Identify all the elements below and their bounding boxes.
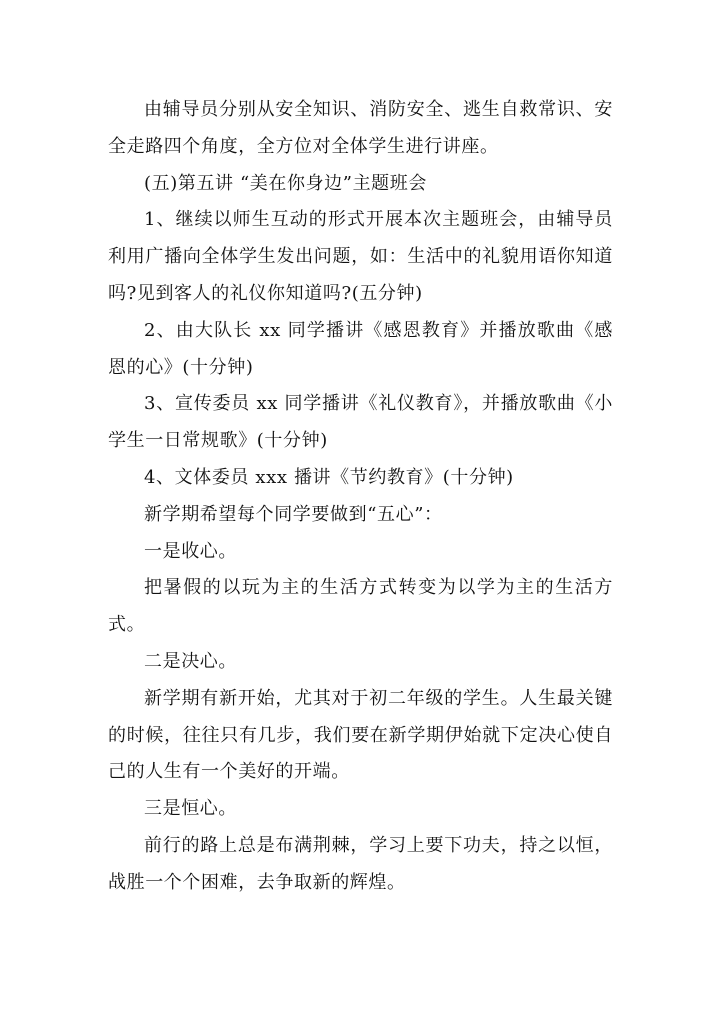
paragraph-five-hearts-intro: 新学期希望每个同学要做到“五心”：: [144, 503, 443, 525]
paragraph-heart-2-body: 新学期有新开始，尤其对于初二年级的学生。人生最关键的时候，往往只有几步，我们要在新学期伊始就下定决心使自己的人生有一个美好的开端。: [108, 687, 613, 783]
paragraph-item-4: 4、文体委员 xxx 播讲《节约教育》(十分钟): [144, 466, 514, 488]
document-page: [108, 92, 613, 902]
paragraph-heart-2-title: 二是决心。: [144, 650, 237, 672]
paragraph-safety-lecture: 由辅导员分别从安全知识、消防安全、逃生自救常识、安全走路四个角度，全方位对全体学生进行讲座。: [108, 99, 613, 157]
paragraph-item-2: 2、由大队长 xx 同学播讲《感恩教育》并播放歌曲《感恩的心》(十分钟): [108, 319, 613, 378]
paragraph-heart-1-body: 把暑假的以玩为主的生活方式转变为以学为主的生活方式。: [108, 577, 613, 636]
paragraph-heart-3-title: 三是恒心。: [144, 798, 237, 820]
paragraph-item-1: 1、继续以师生互动的形式开展本次主题班会，由辅导员利用广播向全体学生发出问题，如：生活中的礼貌用语你知道吗?见到客人的礼仪你知道吗?(五分钟): [108, 209, 613, 304]
paragraph-lecture-five-heading: (五)第五讲 “美在你身边”主题班会: [144, 172, 427, 194]
paragraph-heart-3-body: 前行的路上总是布满荆棘，学习上要下功夫，持之以恒，战胜一个个困难，去争取新的辉煌。: [108, 834, 613, 893]
paragraph-heart-1-title: 一是收心。: [144, 540, 237, 562]
paragraph-item-3: 3、宣传委员 xx 同学播讲《礼仪教育》，并播放歌曲《小学生一日常规歌》(十分钟): [108, 393, 613, 452]
